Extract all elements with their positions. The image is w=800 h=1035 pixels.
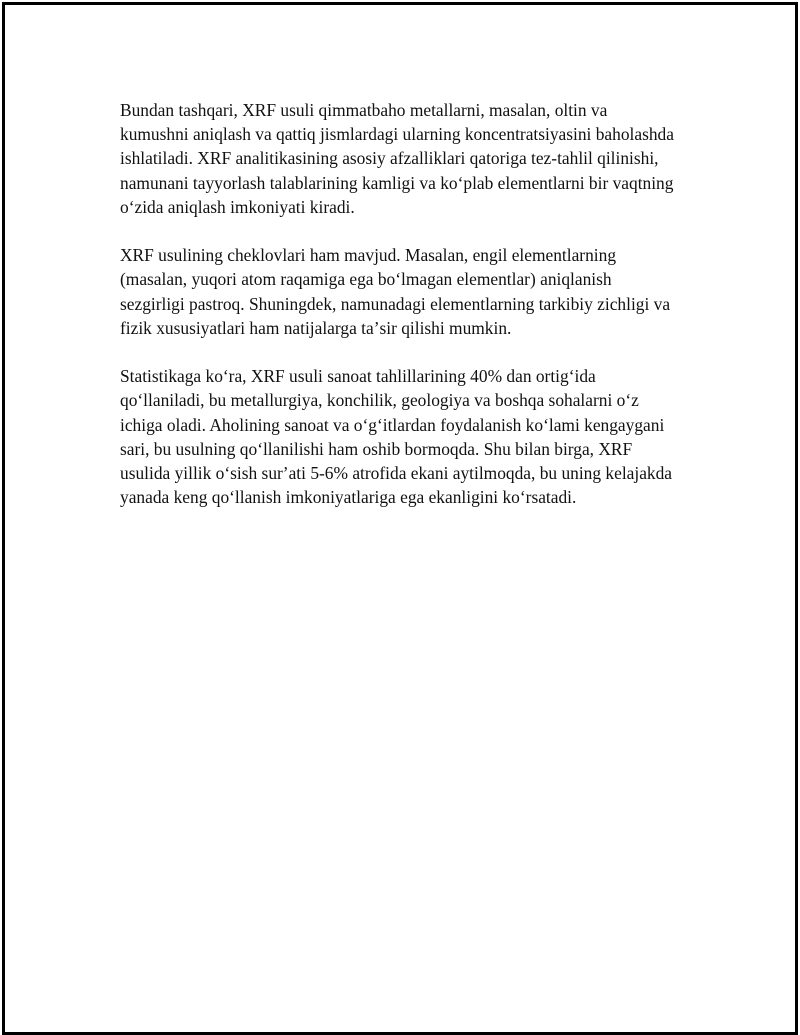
paragraph-xrf-limitations: XRF usulining cheklovlari ham mavjud. Masalan, engil elementlarning (masalan, yuqori atom raqamiga ega boʻlmagan elementlar) aniqlanish sezgirligi pastroq. Shuningdek, namunadagi elementlarning tarkibiy zichligi va fizik xususiyatlari ham natijalarga taʼsir qilishi mumkin.	[120, 245, 671, 338]
page-frame	[2, 2, 798, 1035]
paragraph-xrf-applications: Bundan tashqari, XRF usuli qimmatbaho metallarni, masalan, oltin va kumushni aniqlash va qattiq jismlardagi ularning koncentratsiyasini baholashda ishlatiladi. XRF analitikasining asosiy afzalliklari qatoriga tez-tahlil qilinishi, namunani tayyorlash talablarining kamligi va koʻplab elementlarni bir vaqtning oʻzida aniqlash imkoniyati kiradi.	[120, 100, 674, 217]
document-body	[120, 98, 680, 534]
paragraph-xrf-statistics: Statistikaga koʻra, XRF usuli sanoat tahlillarining 40% dan ortigʻida qoʻllaniladi, bu metallurgiya, konchilik, geologiya va boshqa sohalarni oʻz ichiga oladi. Aholining sanoat va oʻgʻitlardan foydalanish koʻlami kengaygani sari, bu usulning qoʻllanilishi ham oshib bormoqda. Shu bilan birga, XRF usulida yillik oʻsish surʼati 5-6% atrofida ekani aytilmoqda, bu uning kelajakda yanada keng qoʻllanish imkoniyatlariga ega ekanligini koʻrsatadi.	[120, 366, 673, 508]
